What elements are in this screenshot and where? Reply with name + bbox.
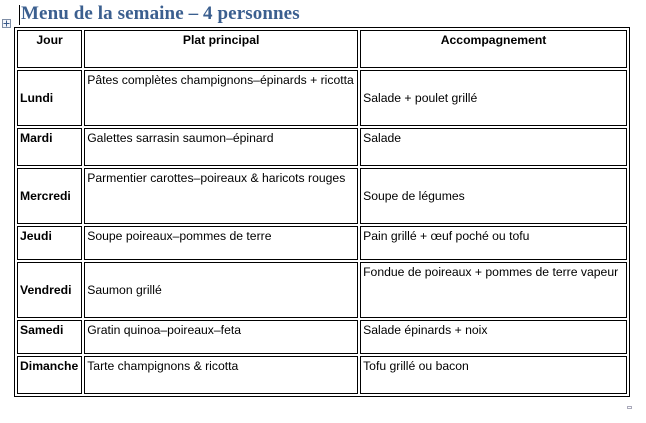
day-cell[interactable]: Lundi	[17, 70, 82, 126]
table-row	[17, 128, 627, 166]
table-row	[17, 262, 627, 318]
main-dish-cell[interactable]: Galettes sarrasin saumon–épinard	[84, 128, 358, 166]
main-dish-cell[interactable]: Soupe poireaux–pommes de terre	[84, 226, 358, 260]
side-dish-cell[interactable]: Fondue de poireaux + pommes de terre vapeur	[360, 262, 627, 318]
side-dish-cell[interactable]: Pain grillé + œuf poché ou tofu	[360, 226, 627, 260]
day-cell[interactable]: Mercredi	[17, 168, 82, 224]
table-row	[17, 356, 627, 394]
header-side-dish[interactable]: Accompagnement	[360, 30, 627, 68]
main-dish-cell[interactable]: Saumon grillé	[84, 262, 358, 318]
main-dish-cell[interactable]: Pâtes complètes champignons–épinards + ricotta	[84, 70, 358, 126]
header-main-dish[interactable]: Plat principal	[84, 30, 358, 68]
text-cursor	[19, 5, 20, 25]
resize-handle-icon[interactable]	[627, 406, 632, 409]
day-cell[interactable]: Samedi	[17, 320, 82, 354]
document-title: Menu de la semaine – 4 personnes	[21, 3, 300, 24]
side-dish-cell[interactable]: Tofu grillé ou bacon	[360, 356, 627, 394]
side-dish-cell[interactable]: Salade + poulet grillé	[360, 70, 627, 126]
table-row	[17, 226, 627, 260]
side-dish-cell[interactable]: Salade épinards + noix	[360, 320, 627, 354]
side-dish-cell[interactable]: Soupe de légumes	[360, 168, 627, 224]
day-cell[interactable]: Jeudi	[17, 226, 82, 260]
day-cell[interactable]: Mardi	[17, 128, 82, 166]
day-cell[interactable]: Dimanche	[17, 356, 82, 394]
table-header-row	[17, 30, 627, 68]
move-arrows-icon[interactable]	[2, 19, 11, 28]
table-row	[17, 168, 627, 224]
table-row	[17, 70, 627, 126]
day-cell[interactable]: Vendredi	[17, 262, 82, 318]
side-dish-cell[interactable]: Salade	[360, 128, 627, 166]
menu-table	[14, 27, 630, 397]
table-row	[17, 320, 627, 354]
main-dish-cell[interactable]: Tarte champignons & ricotta	[84, 356, 358, 394]
header-day[interactable]: Jour	[17, 30, 82, 68]
main-dish-cell[interactable]: Parmentier carottes–poireaux & haricots rouges	[84, 168, 358, 224]
main-dish-cell[interactable]: Gratin quinoa–poireaux–feta	[84, 320, 358, 354]
